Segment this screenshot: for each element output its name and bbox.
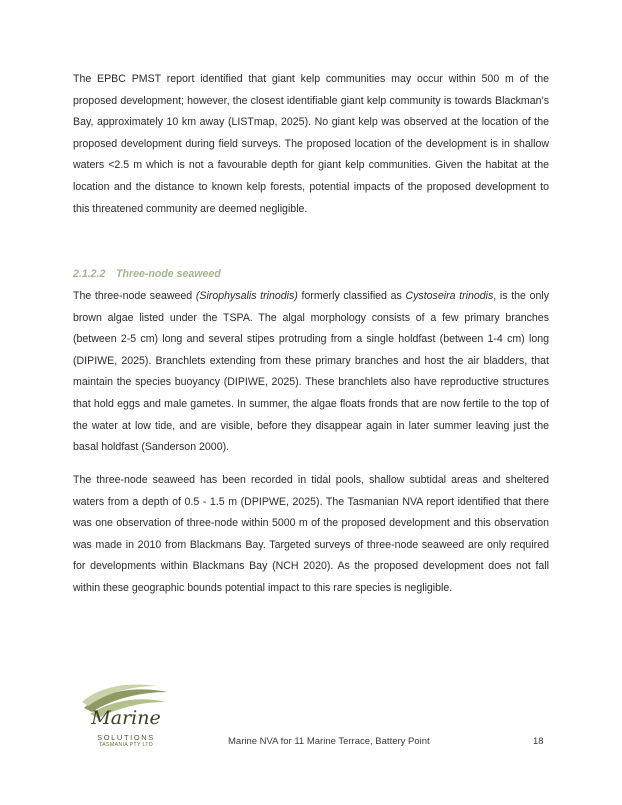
logo-wordmark: Marine	[91, 707, 161, 729]
logo-company-line: TASMANIA PTY LTD	[99, 742, 153, 748]
species-name: (Sirophysalis trinodis)	[195, 290, 298, 302]
section-heading	[73, 264, 221, 284]
paragraph-three-node-distribution: The three-node seaweed has been recorded in tidal pools, shallow subtidal areas and sheltered waters from a depth of 0.5 - 1.5 m (DPIPWE, 2025). The Tasmanian NVA report identified that there was one observation of three-node within 5000 m of the proposed development and this observation was made in 2010 from Blackmans Bay. Targeted surveys of three-node seaweed are only required for developments within Blackmans Bay (NCH 2020). As the proposed development does not fall within these geographic bounds potential impact to this rare species is negligible.	[73, 474, 549, 594]
logo-subtitle: SOLUTIONS	[97, 733, 155, 742]
section-number: 2.1.2.2	[73, 268, 106, 280]
section-title: Three-node seaweed	[116, 268, 221, 280]
footer-document-title: Marine NVA for 11 Marine Terrace, Battery Point	[228, 736, 430, 747]
page-number: 18	[533, 736, 544, 747]
text-run: formerly classified as	[297, 290, 406, 302]
text-run: The three-node seaweed	[73, 290, 196, 302]
former-species-name: Cystoseira trinodis	[405, 290, 494, 302]
paragraph-three-node-description	[73, 286, 549, 459]
text-run: , is the only brown algae listed under the TSPA. The algal morphology consists of a few primary branches (between 2-5 cm) long and several stipes protruding from a single holdfast (between 1-4 cm) long (DIPIWE, 2025). Branchlets extending from these primary branches and host the air bladders, that maintain the species buoyancy (DIPIWE, 2025). These branchlets also have reproductive structures that hold eggs and male gametes. In summer, the algae floats fronds that are now fertile to the top of the water at low tide, and are visible, before they disappear again in later summer leaving just the basal holdfast (Sanderson 2000).	[73, 290, 549, 454]
paragraph-giant-kelp: The EPBC PMST report identified that giant kelp communities may occur within 500 m of the proposed development; however, the closest identifiable giant kelp community is towards Blackman’s Bay, approximately 10 km away (LISTmap, 2025). No giant kelp was observed at the location of the proposed development during field surveys. The proposed location of the development is in shallow waters <2.5 m which is not a favourable depth for giant kelp communities. Given the habitat at the location and the distance to known kelp forests, potential impacts of the proposed development to this threatened community are deemed negligible.	[73, 73, 549, 215]
